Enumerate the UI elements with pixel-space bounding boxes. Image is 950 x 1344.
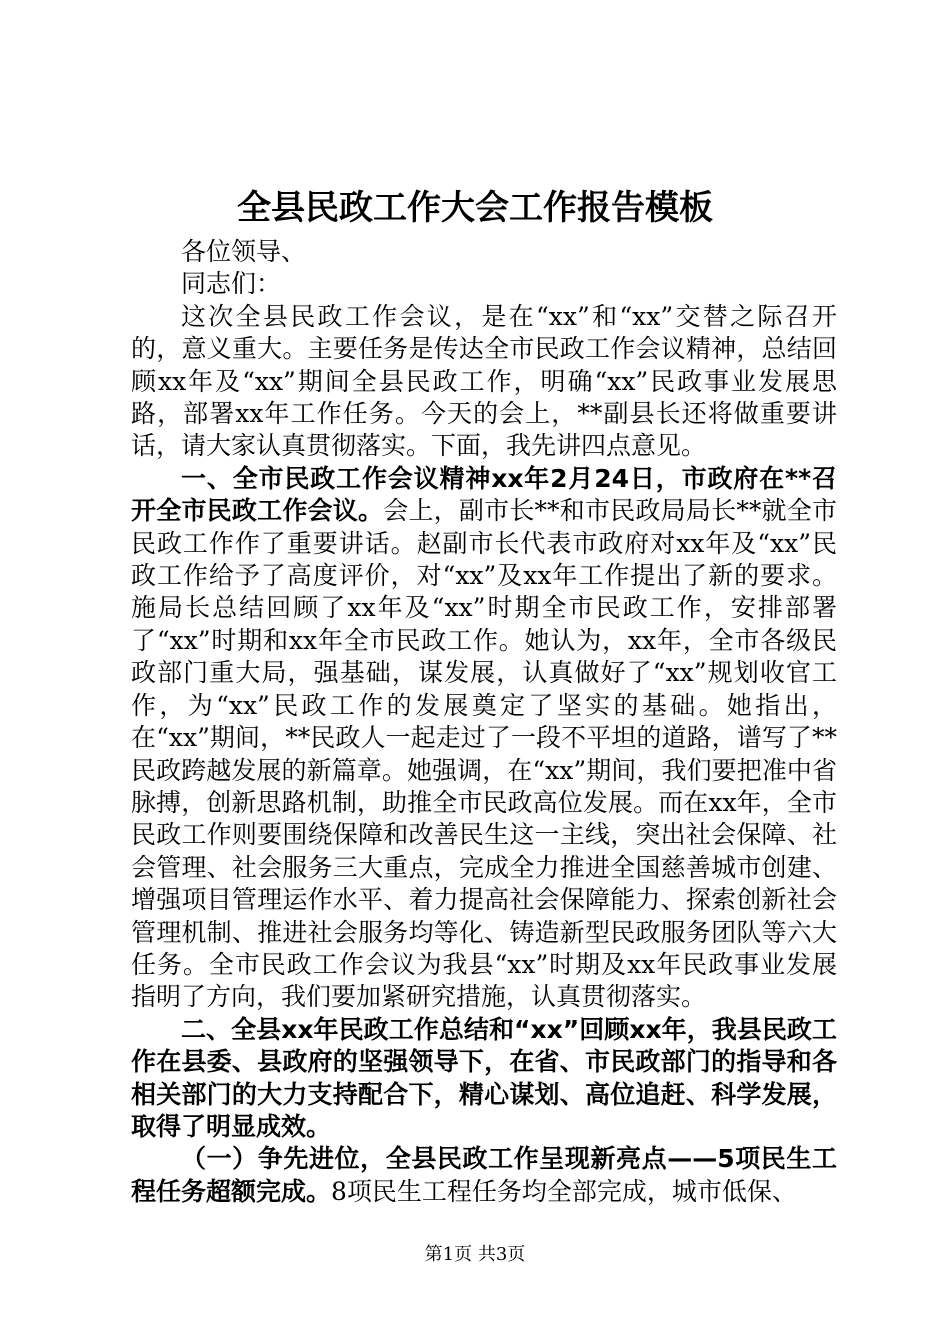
section-1-heading: 一、全市民政工作会议精神xx年2月24日，市政府在**召开全市民政工作会议。 (131, 463, 837, 526)
salutation-comrades: 同志们： (181, 269, 282, 299)
section-1-paragraph (131, 463, 837, 1014)
page-footer: 第1页 共3页 (424, 1244, 526, 1265)
document-body (131, 236, 837, 1208)
section-2-paragraph: 二、全县xx年民政工作总结和“xx”回顾xx年，我县民政工作在县委、县政府的坚强领导下，在省、市民政部门的指导和各相关部门的大力支持配合下，精心谋划、高位追赶、科学发展，取得了明显成效。 (131, 1014, 837, 1141)
salutation-leaders: 各位领导、 (181, 237, 307, 266)
document-title: 全县民政工作大会工作报告模板 (237, 188, 713, 228)
subsection-1-heading: （一）争先进位，全县民政工作呈现新亮点——5项民生工程任务超额完成。 (131, 1144, 837, 1206)
subsection-1-body: 8项民生工程任务均全部完成，城市低保、 (331, 1176, 797, 1206)
section-1-body: 会上，副市长**和市民政局局长**就全市民政工作作了重要讲话。赵副市长代表市政府对xx年及“xx”民政工作给予了高度评价，对“xx”及xx年工作提出了新的要求。施局长总结回顾了xx年及“xx”时期全市民政工作，安排部署了“xx”时期和xx年全市民政工作。她认为，xx年，全市各级民政部门重大局，强基础，谋发展，认真做好了“xx”规划收官工作，为“xx”民政工作的发展奠定了坚实的基础。她指出，在“xx”期间，**民政人一起走过了一段不平坦的道路，谱写了**民政跨越发展的新篇章。她强调，在“xx”期间，我们要把准中省脉搏，创新思路机制，助推全市民政高位发展。而在xx年，全市民政工作则要围绕保障和改善民生这一主线，突出社会保障、社会管理、社会服务三大重点，完成全力推进全国慈善城市创建、增强项目管理运作水平、着力提高社会保障能力、探索创新社会管理机制、推进社会服务均等化、铸造新型民政服务团队等六大任务。全市民政工作会议为我县“xx”时期及xx年民政事业发展指明了方向，我们要加紧研究措施，认真贯彻落实。 (131, 496, 837, 1012)
intro-paragraph: 这次全县民政工作会议，是在“xx”和“xx”交替之际召开的，意义重大。主要任务是传达全市民政工作会议精神，总结回顾xx年及“xx”期间全县民政工作，明确“xx”民政事业发展思路，部署xx年工作任务。今天的会上，**副县长还将做重要讲话，请大家认真贯彻落实。下面，我先讲四点意见。 (131, 301, 837, 461)
subsection-1-paragraph (131, 1143, 837, 1208)
